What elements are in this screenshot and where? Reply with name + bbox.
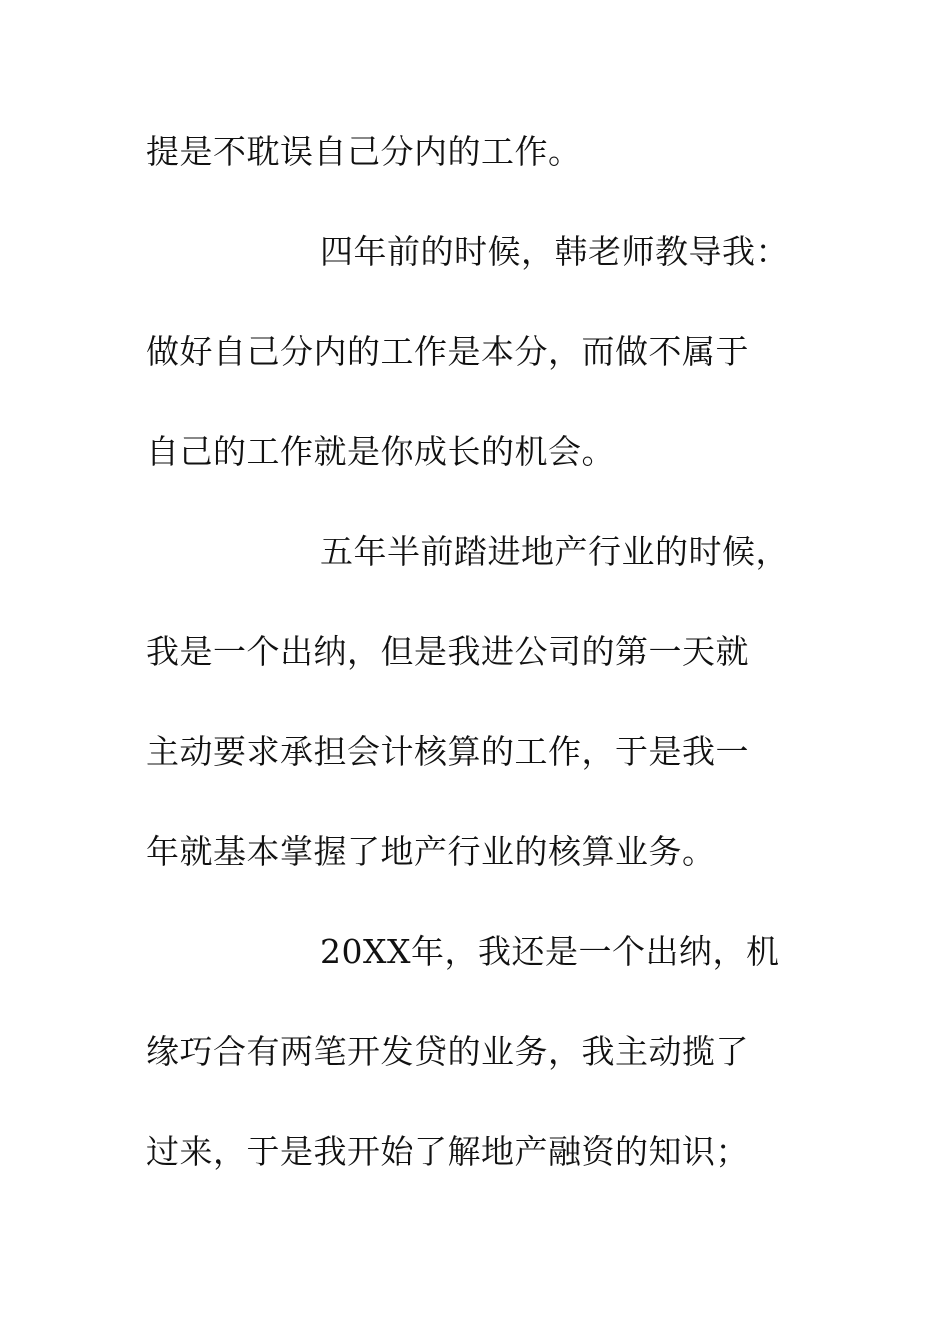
paragraph-start-line: 四年前的时候，韩老师教导我：	[320, 232, 789, 271]
paragraph-start-line: 五年半前踏进地产行业的时候，	[320, 532, 789, 571]
text-line: 我是一个出纳，但是我进公司的第一天就	[146, 632, 749, 671]
text-line: 自己的工作就是你成长的机会。	[146, 432, 615, 471]
text-line: 做好自己分内的工作是本分，而做不属于	[146, 332, 749, 371]
text-line: 过来，于是我开始了解地产融资的知识；	[146, 1132, 749, 1171]
text-line: 提是不耽误自己分内的工作。	[146, 132, 582, 171]
text-line: 年就基本掌握了地产行业的核算业务。	[146, 832, 716, 871]
text-line: 主动要求承担会计核算的工作，于是我一	[146, 732, 749, 771]
paragraph-start-line: 20XX年，我还是一个出纳，机	[320, 932, 780, 971]
text-line: 缘巧合有两笔开发贷的业务，我主动揽了	[146, 1032, 749, 1071]
